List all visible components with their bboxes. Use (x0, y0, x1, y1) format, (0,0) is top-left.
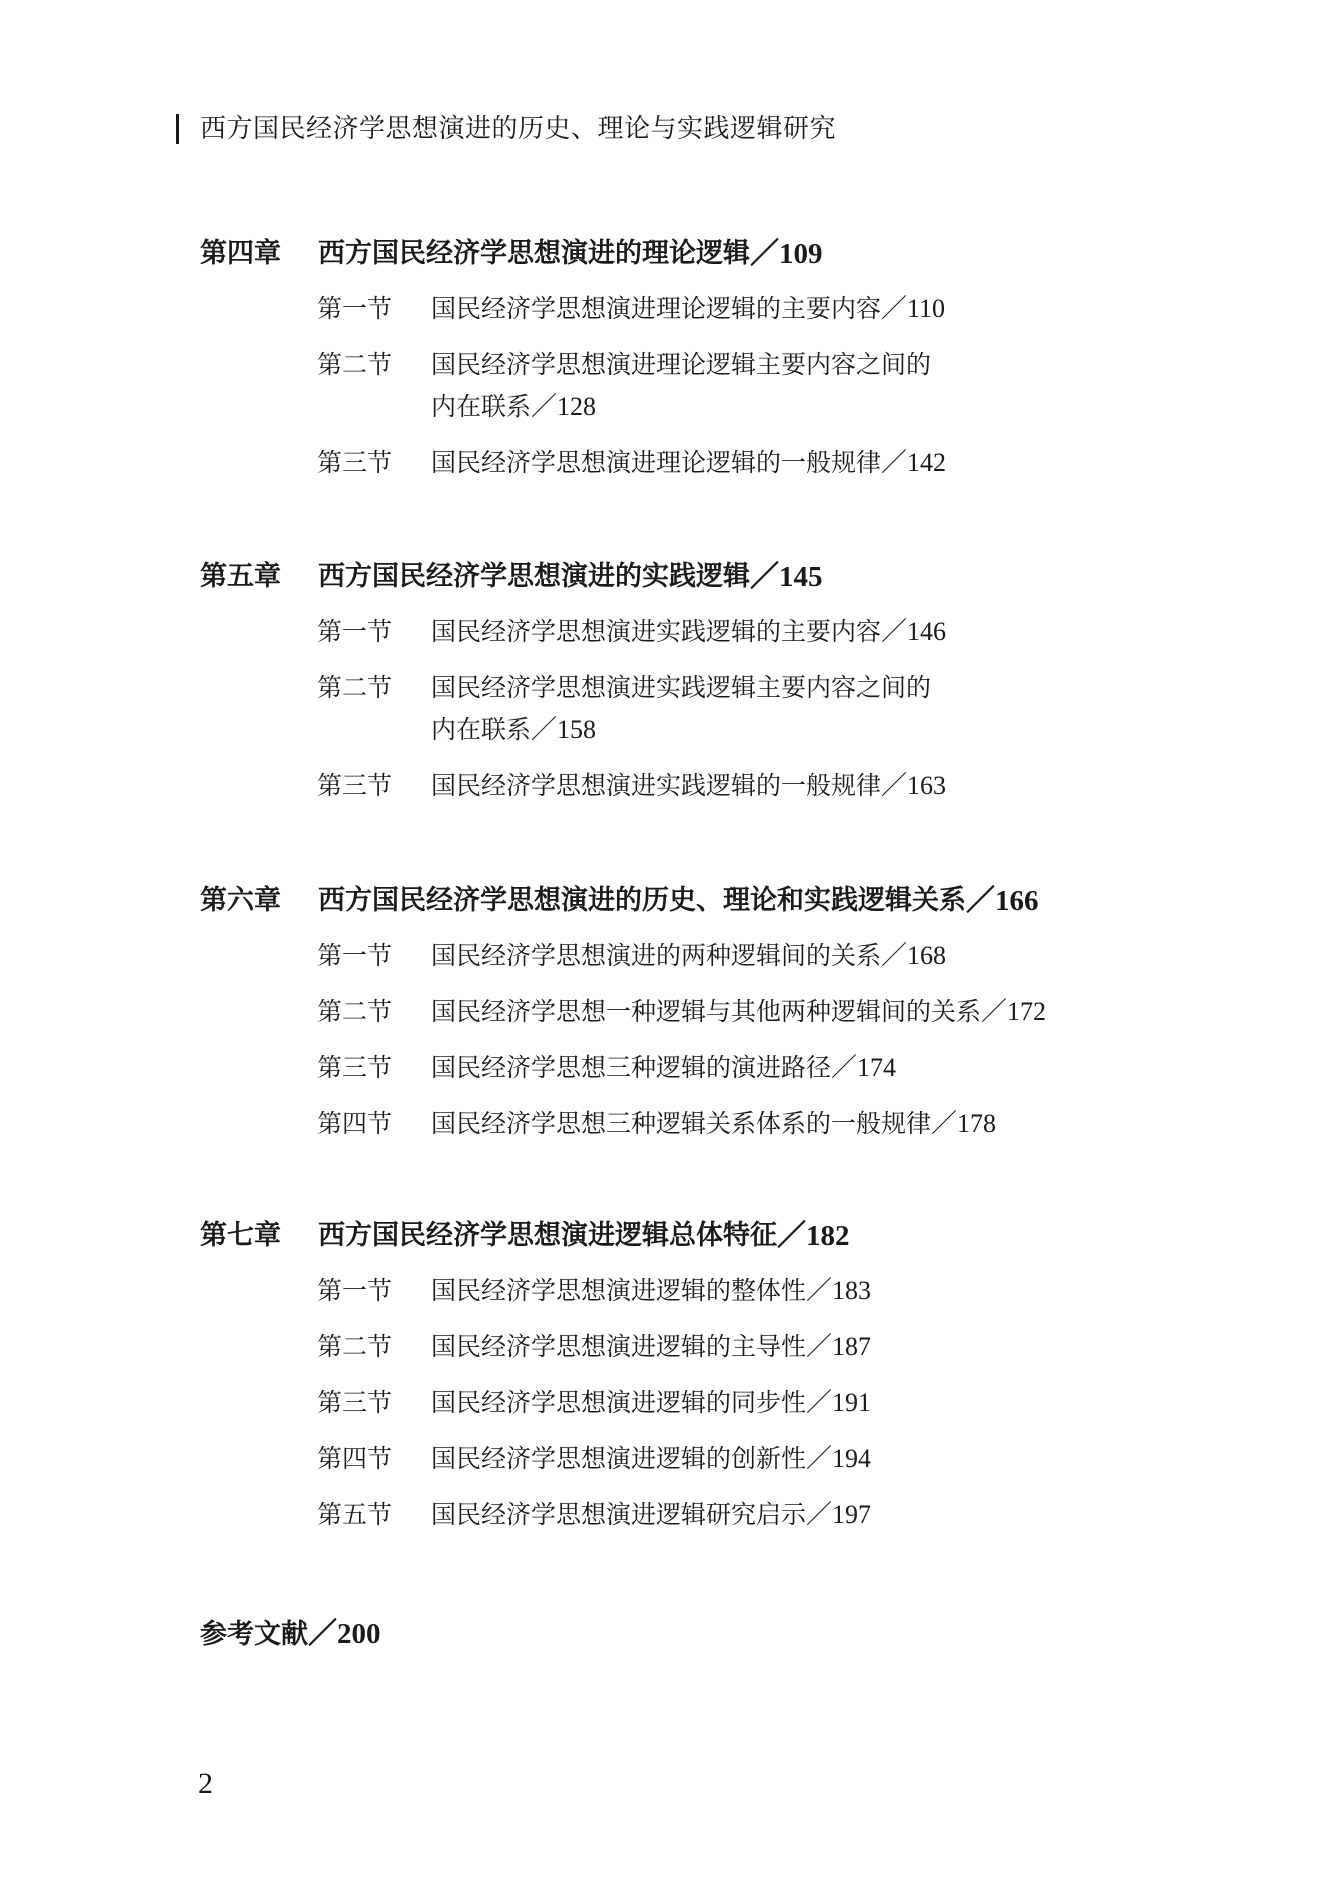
chapter-6 (200, 881, 1200, 1159)
chapter-title-row[interactable] (200, 1216, 1200, 1256)
section-label: 第二节 (317, 1332, 393, 1361)
toc-entry[interactable] (317, 1270, 1200, 1312)
chapter-page: ／182 (777, 1220, 850, 1252)
section-page: ／128 (531, 392, 597, 421)
toc-entry[interactable] (317, 1326, 1200, 1368)
toc-entry[interactable] (317, 991, 1200, 1033)
section-title (431, 667, 931, 751)
chapter-page: ／166 (966, 885, 1039, 917)
section-page: ／146 (881, 617, 947, 646)
section-page: ／142 (881, 448, 947, 477)
chapter-title-row[interactable] (200, 881, 1200, 921)
section-title (431, 1270, 871, 1312)
chapter-label: 第四章 (200, 238, 281, 269)
section-label: 第三节 (317, 448, 393, 477)
section-title (431, 991, 1046, 1033)
section-title (431, 1103, 996, 1145)
toc-entry[interactable] (317, 1103, 1200, 1145)
section-title (431, 1438, 871, 1480)
toc-entry[interactable] (317, 611, 1200, 653)
section-title-line: 国民经济学思想演进理论逻辑的主要内容 (431, 294, 882, 323)
section-page: ／163 (881, 771, 947, 800)
toc-entry[interactable] (317, 1047, 1200, 1089)
section-title-line: 国民经济学思想演进理论逻辑主要内容之间的 (431, 350, 932, 379)
section-list (200, 935, 1200, 1145)
section-label: 第四节 (317, 1444, 393, 1473)
references-page: ／200 (308, 1618, 381, 1650)
section-label: 第三节 (317, 771, 393, 800)
section-title-line: 国民经济学思想演进逻辑的主导性 (431, 1332, 807, 1361)
section-page: ／110 (881, 294, 946, 323)
section-title (431, 288, 945, 330)
section-title-line: 国民经济学思想演进理论逻辑的一般规律 (431, 448, 882, 477)
section-list (200, 1270, 1200, 1536)
chapter-page: ／109 (750, 238, 823, 270)
section-title-line: 国民经济学思想三种逻辑的演进路径 (431, 1053, 832, 1082)
header-rule (176, 114, 179, 144)
toc-entry[interactable] (317, 288, 1200, 330)
section-label: 第四节 (317, 1109, 393, 1138)
chapter-7 (200, 1216, 1200, 1550)
section-label: 第三节 (317, 1053, 393, 1082)
section-title (431, 935, 946, 977)
section-title (431, 1382, 871, 1424)
section-title-line: 国民经济学思想演进逻辑研究启示 (431, 1500, 807, 1529)
section-title-line: 内在联系 (431, 392, 532, 421)
toc-entry[interactable] (317, 1438, 1200, 1480)
section-page: ／158 (531, 715, 597, 744)
section-title-line: 国民经济学思想演进的两种逻辑间的关系 (431, 941, 882, 970)
section-list (200, 611, 1200, 807)
section-page: ／178 (931, 1109, 997, 1138)
section-title (431, 344, 931, 428)
section-title (431, 1047, 896, 1089)
section-title-line: 国民经济学思想一种逻辑与其他两种逻辑间的关系 (431, 997, 982, 1026)
page-number: 2 (198, 1767, 213, 1800)
section-title-line: 国民经济学思想演进逻辑的整体性 (431, 1276, 807, 1305)
section-label: 第三节 (317, 1388, 393, 1417)
section-title-line: 国民经济学思想演进逻辑的创新性 (431, 1444, 807, 1473)
section-page: ／191 (806, 1388, 872, 1417)
toc-entry[interactable] (317, 935, 1200, 977)
section-list (200, 288, 1200, 484)
section-title-line: 国民经济学思想演进实践逻辑主要内容之间的 (431, 673, 932, 702)
section-page: ／187 (806, 1332, 872, 1361)
references-entry[interactable] (200, 1614, 381, 1655)
section-page: ／194 (806, 1444, 872, 1473)
toc-entry[interactable] (317, 765, 1200, 807)
running-header: 西方国民经济学思想演进的历史、理论与实践逻辑研究 (200, 114, 837, 144)
section-page: ／183 (806, 1276, 872, 1305)
chapter-title: 西方国民经济学思想演进的实践逻辑 (318, 561, 750, 592)
section-page: ／168 (881, 941, 947, 970)
toc-entry[interactable] (317, 667, 1200, 751)
section-title (431, 1326, 871, 1368)
section-title (431, 611, 946, 653)
section-label: 第一节 (317, 617, 393, 646)
section-title-line: 内在联系 (431, 715, 532, 744)
chapter-title-row[interactable] (200, 557, 1200, 597)
chapter-label: 第七章 (200, 1220, 281, 1251)
references-title: 参考文献 (200, 1619, 308, 1650)
section-title-line: 国民经济学思想演进实践逻辑的一般规律 (431, 771, 882, 800)
section-page: ／174 (831, 1053, 897, 1082)
toc-entry[interactable] (317, 344, 1200, 428)
section-title (431, 765, 946, 807)
section-title-line: 国民经济学思想演进实践逻辑的主要内容 (431, 617, 882, 646)
toc-entry[interactable] (317, 1382, 1200, 1424)
chapter-page: ／145 (750, 561, 823, 593)
chapter-title: 西方国民经济学思想演进的理论逻辑 (318, 238, 750, 269)
chapter-title: 西方国民经济学思想演进逻辑总体特征 (318, 1220, 777, 1251)
section-label: 第五节 (317, 1500, 393, 1529)
section-label: 第一节 (317, 294, 393, 323)
chapter-5 (200, 557, 1200, 821)
chapter-title: 西方国民经济学思想演进的历史、理论和实践逻辑关系 (318, 885, 966, 916)
section-label: 第二节 (317, 997, 393, 1026)
section-page: ／172 (981, 997, 1047, 1026)
toc-entry[interactable] (317, 1494, 1200, 1536)
chapter-label: 第六章 (200, 885, 281, 916)
section-title-line: 国民经济学思想演进逻辑的同步性 (431, 1388, 807, 1417)
section-label: 第一节 (317, 941, 393, 970)
chapter-label: 第五章 (200, 561, 281, 592)
section-label: 第二节 (317, 673, 393, 702)
section-title-line: 国民经济学思想三种逻辑关系体系的一般规律 (431, 1109, 932, 1138)
toc-entry[interactable] (317, 442, 1200, 484)
section-label: 第二节 (317, 350, 393, 379)
chapter-title-row[interactable] (200, 234, 1200, 274)
section-title (431, 442, 946, 484)
chapter-4 (200, 234, 1200, 498)
section-page: ／197 (806, 1500, 872, 1529)
section-title (431, 1494, 871, 1536)
section-label: 第一节 (317, 1276, 393, 1305)
